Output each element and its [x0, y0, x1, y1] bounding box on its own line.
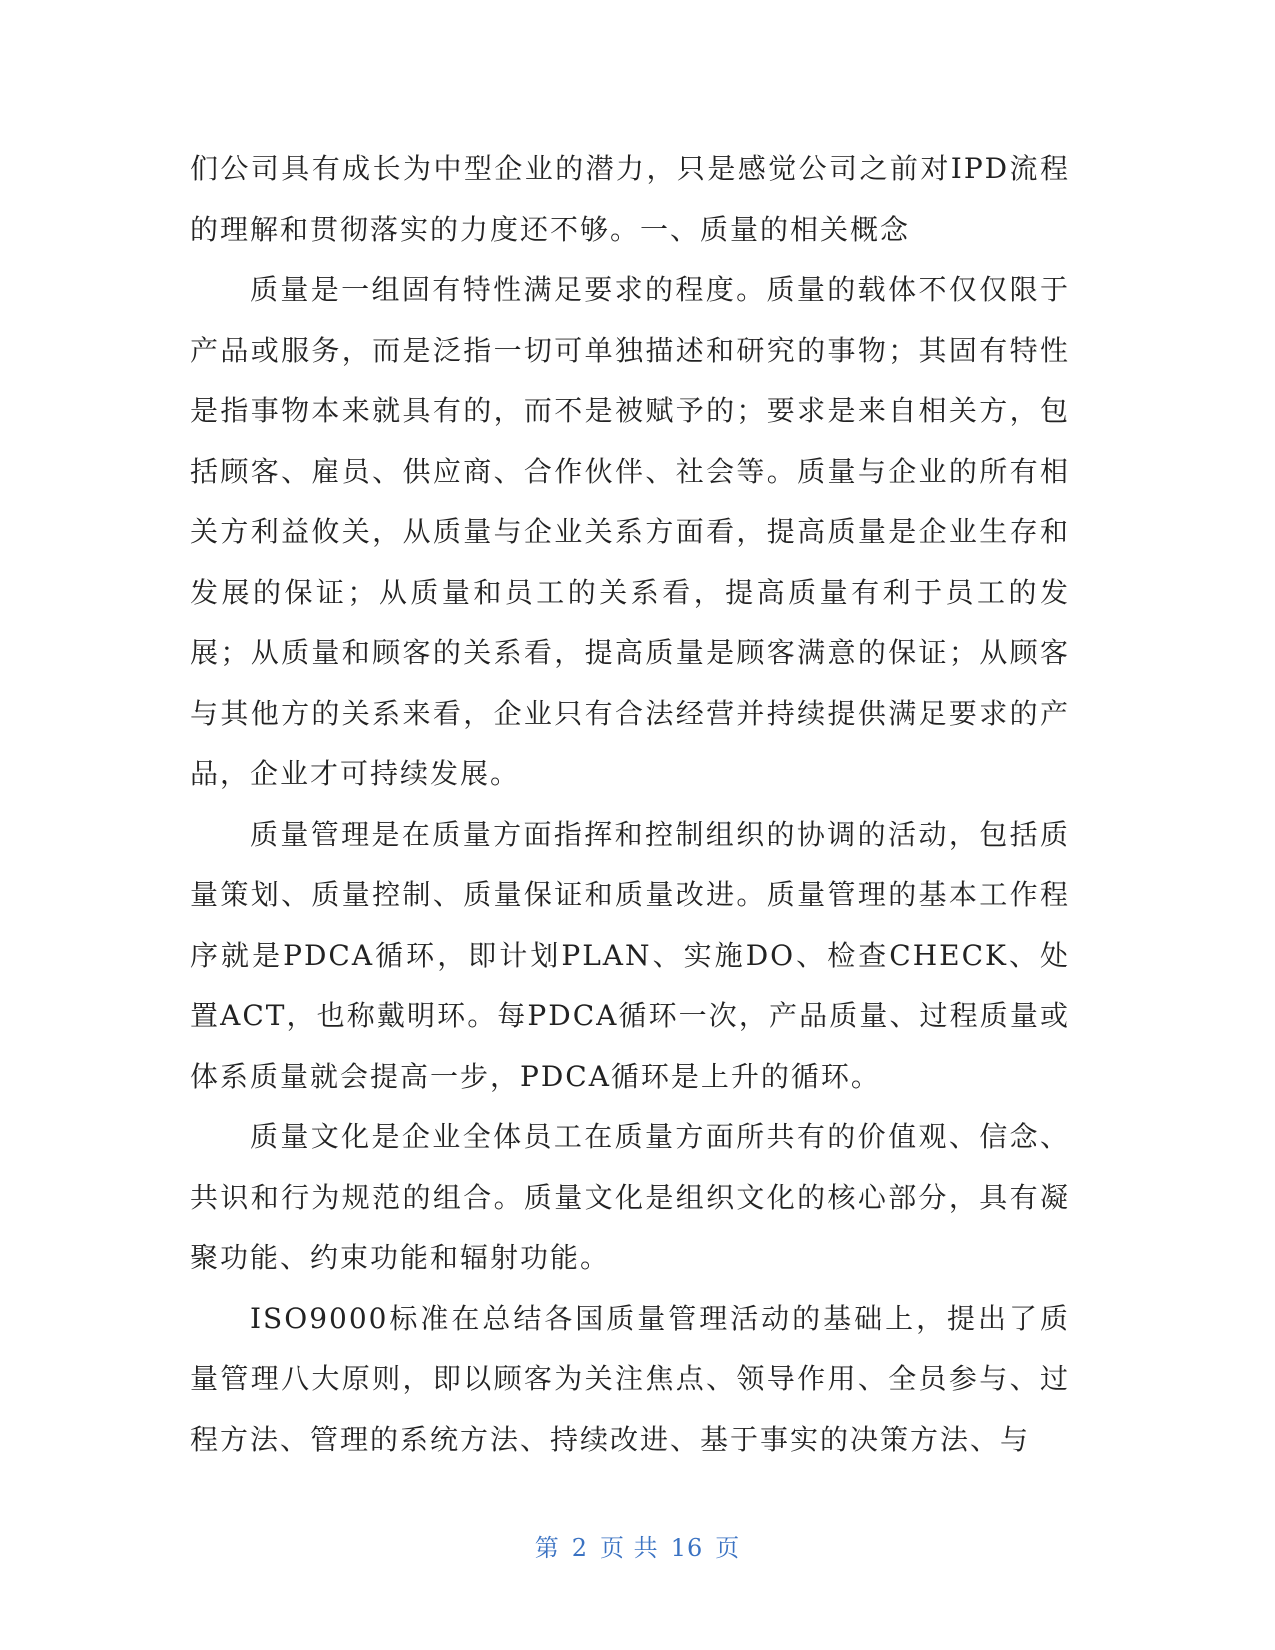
- page-number-footer: [0, 1528, 1275, 1563]
- current-page-number: 2: [571, 1534, 589, 1562]
- total-pages-number: 16: [670, 1534, 704, 1562]
- paragraph-4: 质量文化是企业全体员工在质量方面所共有的价值观、信念、共识和行为规范的组合。质量文化是组织文化的核心部分，具有凝聚功能、约束功能和辐射功能。: [190, 1120, 1070, 1274]
- footer-suffix: 页: [715, 1534, 741, 1562]
- paragraph-2: 质量是一组固有特性满足要求的程度。质量的载体不仅仅限于产品或服务，而是泛指一切可单独描述和研究的事物；其固有特性是指事物本来就具有的，而不是被赋予的；要求是来自相关方，包括顾客、雇员、供应商、合作伙伴、社会等。质量与企业的所有相关方利益攸关，从质量与企业关系方面看，提高质量是企业生存和发展的保证；从质量和员工的关系看，提高质量有利于员工的发展；从质量和顾客的关系看，提高质量是顾客满意的保证；从顾客与其他方的关系来看，企业只有合法经营并持续提供满足要求的产品，企业才可持续发展。: [190, 273, 1070, 790]
- footer-prefix: 第: [534, 1534, 560, 1562]
- footer-middle: 页 共: [600, 1534, 659, 1562]
- paragraph-1: 们公司具有成长为中型企业的潜力，只是感觉公司之前对IPD流程的理解和贯彻落实的力度还不够。一、质量的相关概念: [190, 152, 1070, 246]
- document-body: [190, 139, 1070, 1470]
- paragraph-5: ISO9000标准在总结各国质量管理活动的基础上，提出了质量管理八大原则，即以顾客为关注焦点、领导作用、全员参与、过程方法、管理的系统方法、持续改进、基于事实的决策方法、与: [190, 1301, 1070, 1456]
- paragraph-3: 质量管理是在质量方面指挥和控制组织的协调的活动，包括质量策划、质量控制、质量保证和质量改进。质量管理的基本工作程序就是PDCA循环，即计划PLAN、实施DO、检查CHECK、处置ACT，也称戴明环。每PDCA循环一次，产品质量、过程质量或体系质量就会提高一步，PDCA循环是上升的循环。: [190, 817, 1070, 1093]
